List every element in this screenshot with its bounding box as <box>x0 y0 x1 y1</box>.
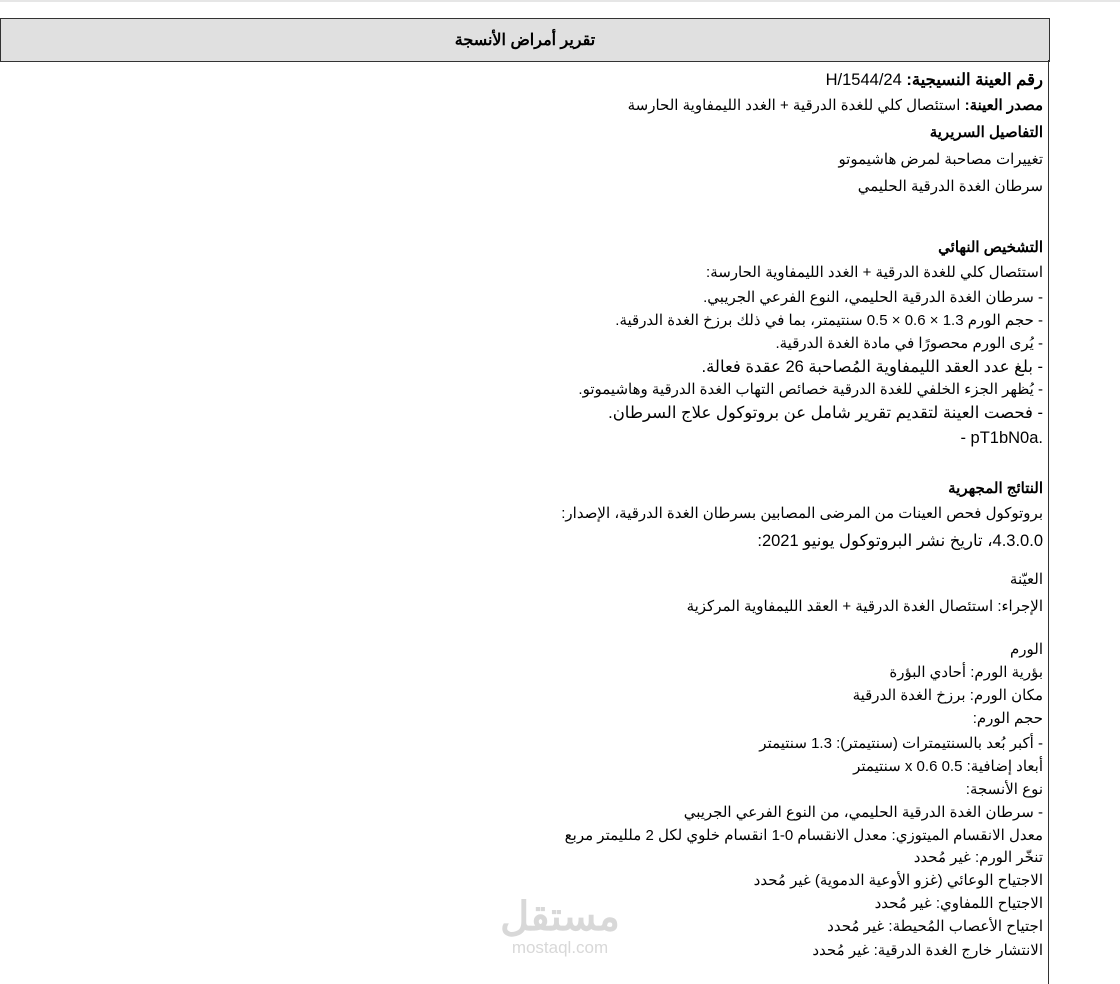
tumor-heading: الورم <box>1009 641 1043 658</box>
specimen-number-value: H/1544/24 <box>825 71 902 89</box>
report-title: تقرير أمراض الأنسجة <box>454 32 596 49</box>
diagnosis-line: - فحصت العينة لتقديم تقرير شامل عن بروتوكول علاج السرطان. <box>608 404 1043 422</box>
diagnosis-line: - pT1bN0a. <box>960 429 1043 447</box>
tumor-line: معدل الانقسام الميتوزي: معدل الانقسام 0-1 انقسام خلوي لكل 2 ملليمتر مربع <box>564 827 1043 844</box>
tumor-line: تنخّر الورم: غير مُحدد <box>913 849 1043 866</box>
microscopic-line: بروتوكول فحص العينات من المرضى المصابين بسرطان الغدة الدرقية، الإصدار: <box>561 505 1043 522</box>
sample-heading: العيّنة <box>1009 571 1043 588</box>
watermark-latin: mostaql.com <box>511 938 609 957</box>
clinical-heading: التفاصيل السريرية <box>929 124 1043 141</box>
diagnosis-line: - حجم الورم 1.3 × 0.6 × 0.5 سنتيمتر، بما في ذلك برزخ الغدة الدرقية. <box>615 312 1043 329</box>
report-header <box>0 18 1050 62</box>
source-value: استئصال كلي للغدة الدرقية + الغدد الليمفاوية الحارسة <box>627 97 961 114</box>
tumor-line: أبعاد إضافية: 0.5 x 0.6 سنتيمتر <box>853 758 1043 775</box>
specimen-source <box>628 96 1043 116</box>
specimen-number <box>826 70 1043 90</box>
tumor-line: - سرطان الغدة الدرقية الحليمي، من النوع الفرعي الجريبي <box>683 804 1043 821</box>
microscopic-line: 4.3.0.0، تاريخ نشر البروتوكول يونيو 2021: <box>757 532 1043 550</box>
tumor-line: بؤرية الورم: أحادي البؤرة <box>889 664 1043 681</box>
tumor-line: - أكبر بُعد بالسنتيمترات (سنتيمتر): 1.3 سنتيمتر <box>759 735 1043 752</box>
tumor-line: الاجتياح اللمفاوي: غير مُحدد <box>874 895 1043 912</box>
diagnosis-line: - سرطان الغدة الدرقية الحليمي، النوع الفرعي الجريبي. <box>703 289 1043 306</box>
tumor-line: الانتشار خارج الغدة الدرقية: غير مُحدد <box>812 942 1043 959</box>
tumor-line: اجتياح الأعصاب المُحيطة: غير مُحدد <box>827 918 1043 935</box>
clinical-line: تغييرات مصاحبة لمرض هاشيموتو <box>838 151 1043 168</box>
diagnosis-line: - يُظهر الجزء الخلفي للغدة الدرقية خصائص التهاب الغدة الدرقية وهاشيموتو. <box>578 381 1043 398</box>
tumor-line: نوع الأنسجة: <box>965 781 1043 798</box>
sample-line: الإجراء: استئصال الغدة الدرقية + العقد الليمفاوية المركزية <box>686 598 1043 615</box>
diagnosis-line: - بلغ عدد العقد الليمفاوية المُصاحبة 26 عقدة فعالة. <box>701 358 1043 376</box>
right-border <box>1048 60 1049 984</box>
watermark-arabic: مستقل <box>500 895 620 939</box>
clinical-line: سرطان الغدة الدرقية الحليمي <box>857 178 1043 195</box>
microscopic-heading: النتائج المجهرية <box>948 480 1043 497</box>
tumor-line: مكان الورم: برزخ الغدة الدرقية <box>852 687 1043 704</box>
tumor-line: الاجتياح الوعائي (غزو الأوعية الدموية) غير مُحدد <box>753 872 1043 889</box>
specimen-number-label: رقم العينة النسيجية: <box>906 71 1043 89</box>
source-label: مصدر العينة: <box>964 97 1043 114</box>
tumor-line: حجم الورم: <box>972 710 1043 727</box>
diagnosis-line: استئصال كلي للغدة الدرقية + الغدد الليمفاوية الحارسة: <box>706 264 1043 281</box>
top-divider <box>0 0 1120 2</box>
final-diagnosis-heading: التشخيص النهائي <box>938 239 1043 256</box>
diagnosis-line: - يُرى الورم محصورًا في مادة الغدة الدرقية. <box>775 335 1043 352</box>
watermark-logo <box>490 895 630 957</box>
